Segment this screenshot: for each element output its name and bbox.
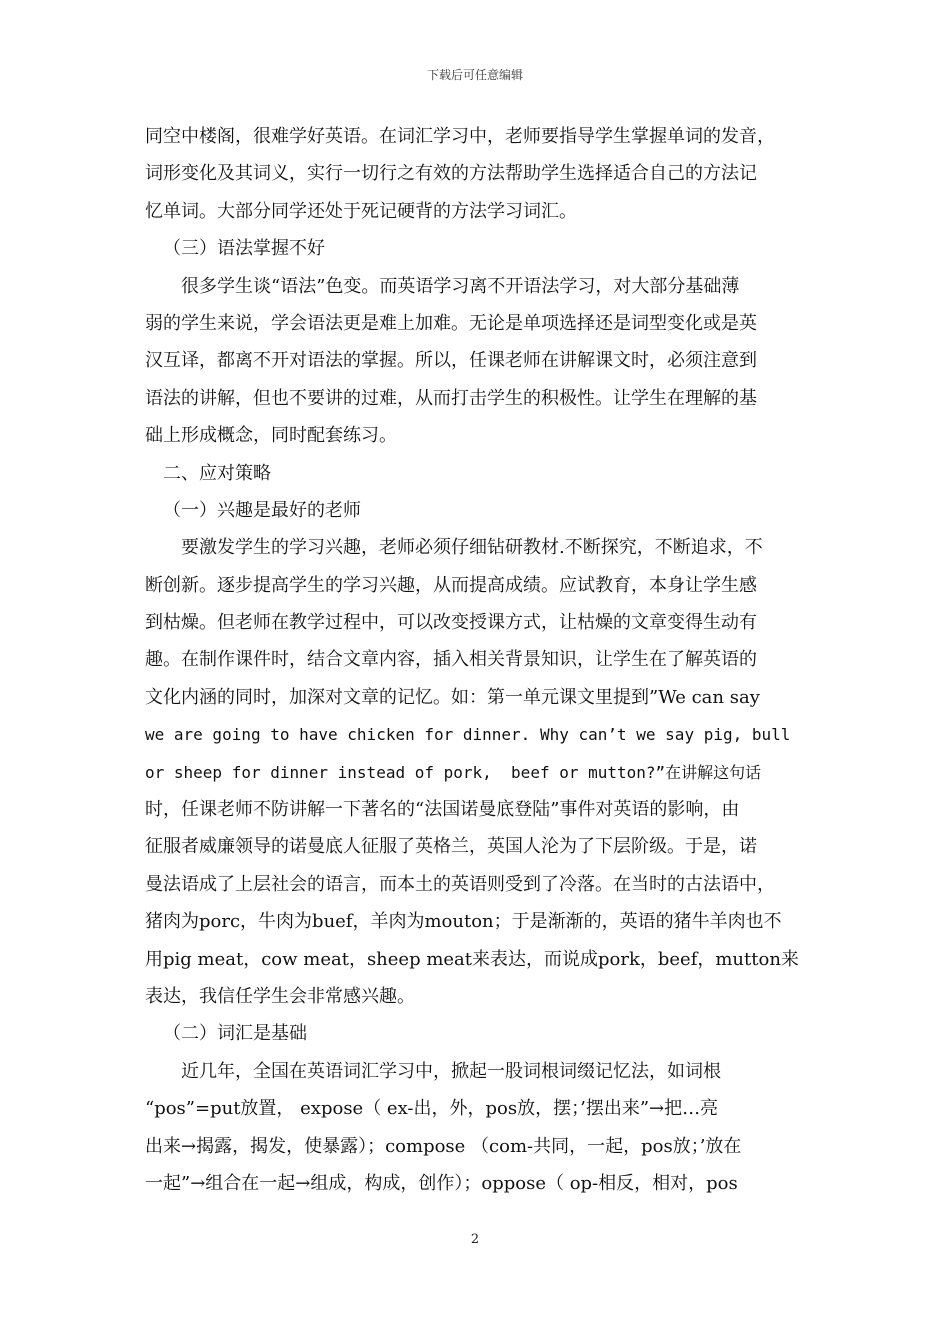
text-line: 表达，我信任学生会非常感兴趣。	[145, 985, 415, 1007]
text-line: 趣。在制作课件时，结合文章内容，插入相关背景知识，让学生在了解英语的	[145, 649, 757, 671]
text-line: 曼法语成了上层社会的语言，而本土的英语则受到了冷落。在当时的古法语中，	[145, 873, 775, 895]
text-line: 一起”→组合在一起→组成，构成，创作）；oppose（ op-相反，相对，pos	[145, 1172, 738, 1194]
document-body	[145, 118, 809, 1202]
section-heading: （三）语法掌握不好	[163, 238, 325, 260]
text-line: 到枯燥。但老师在教学过程中，可以改变授课方式，让枯燥的文章变得生动有	[145, 612, 757, 634]
text-line: 汉互译，都离不开对语法的掌握。所以，任课老师在讲解课文时，必须注意到	[145, 350, 757, 372]
text-line: 同空中楼阁，很难学好英语。在词汇学习中，老师要指导学生掌握单词的发音，	[145, 126, 775, 147]
text-line: 用pig meat，cow meat，sheep meat来表达，而说成pork，beef，mutton来	[145, 948, 799, 970]
text-line: or sheep for dinner instead of pork, beef or mutton?”在讲解这句话	[145, 762, 762, 782]
page-number: 2	[470, 1232, 480, 1247]
text-line: 断创新。逐步提高学生的学习兴趣，从而提高成绩。应试教育，本身让学生感	[145, 574, 757, 596]
text-line: 忆单词。大部分同学还处于死记硬背的方法学习词汇。	[145, 200, 577, 222]
text-line: 征服者威廉领导的诺曼底人征服了英格兰，英国人沦为了下层阶级。于是，诺	[145, 836, 757, 858]
page-header: 下载后可任意编辑	[426, 68, 523, 82]
section-heading: （一）兴趣是最好的老师	[163, 499, 361, 521]
text-line: 近几年，全国在英语词汇学习中，掀起一股词根词缀记忆法，如词根	[181, 1060, 721, 1082]
text-line: we are going to have chicken for dinner. Why can’t we say pig, bull	[145, 725, 791, 745]
text-line: 础上形成概念，同时配套练习。	[145, 425, 397, 447]
text-line: “pos”=put放置， expose（ ex-出，外，pos放，摆；’摆出来”→把…亮	[145, 1098, 719, 1120]
section-heading: （二）词汇是基础	[163, 1023, 307, 1045]
text-line: 弱的学生来说，学会语法更是难上加难。无论是单项选择还是词型变化或是英	[145, 312, 757, 334]
text-line: 时，任课老师不防讲解一下著名的“法国诺曼底登陆”事件对英语的影响，由	[145, 799, 740, 821]
text-line: 文化内涵的同时，加深对文章的记忆。如：第一单元课文里提到”We can say	[145, 686, 760, 708]
text-line: 出来→揭露，揭发，使暴露）；compose （com-共同，一起，pos放；’放在	[145, 1135, 742, 1157]
text-line: 词形变化及其词义，实行一切行之有效的方法帮助学生选择适合自己的方法记	[145, 163, 757, 185]
text-line: 猪肉为porc，牛肉为buef，羊肉为mouton；于是渐渐的，英语的猪牛羊肉也不	[145, 911, 782, 933]
text-line: 很多学生谈“语法”色变。而英语学习离不开语法学习，对大部分基础薄	[181, 275, 740, 297]
text-line: 要激发学生的学习兴趣，老师必须仔细钻研教材.不断探究，不断追求，不	[181, 537, 763, 559]
text-line: 语法的讲解，但也不要讲的过难，从而打击学生的积极性。让学生在理解的基	[145, 387, 757, 409]
section-heading: 二、应对策略	[163, 462, 271, 484]
